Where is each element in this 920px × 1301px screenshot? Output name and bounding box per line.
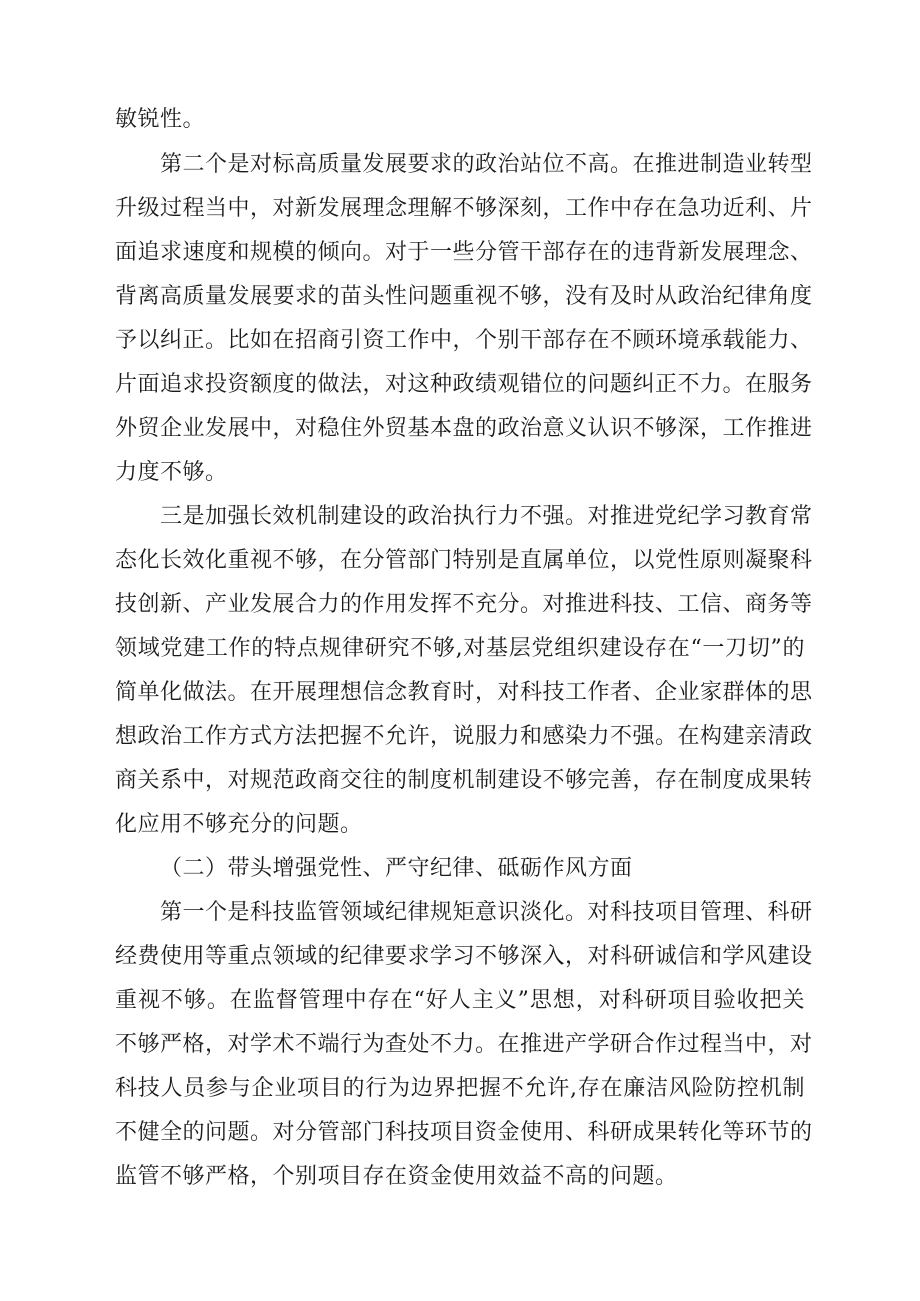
text-line: 化应用不够充分的问题。 xyxy=(115,812,363,837)
text-line: 科技人员参与企业项目的行为边界把握不允许,存在廉洁风险防控机制 xyxy=(115,1076,805,1101)
text-line: 升级过程当中，对新发展理念理解不够深刻，工作中存在急功近利、片 xyxy=(115,196,813,221)
text-line: 态化长效化重视不够，在分管部门特别是直属单位，以党性原则凝聚科 xyxy=(115,548,813,573)
text-line: 领域党建工作的特点规律研究不够,对基层党组织建设存在“一刀切”的 xyxy=(115,636,805,661)
text-line: 简单化做法。在开展理想信念教育时，对科技工作者、企业家群体的思 xyxy=(115,680,813,705)
text-line: 外贸企业发展中，对稳住外贸基本盘的政治意义认识不够深，工作推进 xyxy=(115,416,813,441)
section-heading: （二）带头增强党性、严守纪律、砥砺作风方面 xyxy=(160,856,633,881)
text-line: 经费使用等重点领域的纪律要求学习不够深入，对科研诚信和学风建设 xyxy=(115,944,813,969)
text-line: 监管不够严格，个别项目存在资金使用效益不高的问题。 xyxy=(115,1164,678,1189)
text-line: 重视不够。在监督管理中存在“好人主义”思想，对科研项目验收把关 xyxy=(115,988,805,1013)
paragraph-heading: 第二个是对标高质量发展要求的政治站位不高。在推进制造业转型 xyxy=(160,152,813,177)
text-line: 想政治工作方式方法把握不允许，说服力和感染力不强。在构建亲清政 xyxy=(115,724,813,749)
text-line: 力度不够。 xyxy=(115,460,228,485)
text-line: 予以纠正。比如在招商引资工作中，个别干部存在不顾环境承载能力、 xyxy=(115,328,813,353)
text-line: 技创新、产业发展合力的作用发挥不充分。对推进科技、工信、商务等 xyxy=(115,592,813,617)
paragraph-heading: 三是加强长效机制建设的政治执行力不强。对推进党纪学习教育常 xyxy=(160,504,813,529)
text-line: 商关系中，对规范政商交往的制度机制建设不够完善，存在制度成果转 xyxy=(115,768,813,793)
paragraph-heading: 第一个是科技监管领域纪律规矩意识淡化。对科技项目管理、科研 xyxy=(160,900,813,925)
text-line: 不健全的问题。对分管部门科技项目资金使用、科研成果转化等环节的 xyxy=(115,1120,813,1145)
text-line: 片面追求投资额度的做法，对这种政绩观错位的问题纠正不力。在服务 xyxy=(115,372,813,397)
text-line: 面追求速度和规模的倾向。对于一些分管干部存在的违背新发展理念、 xyxy=(115,240,813,265)
text-line: 背离高质量发展要求的苗头性问题重视不够，没有及时从政治纪律角度 xyxy=(115,284,813,309)
text-line: 不够严格，对学术不端行为查处不力。在推进产学研合作过程当中，对 xyxy=(115,1032,813,1057)
text-line: 敏锐性。 xyxy=(115,107,206,132)
